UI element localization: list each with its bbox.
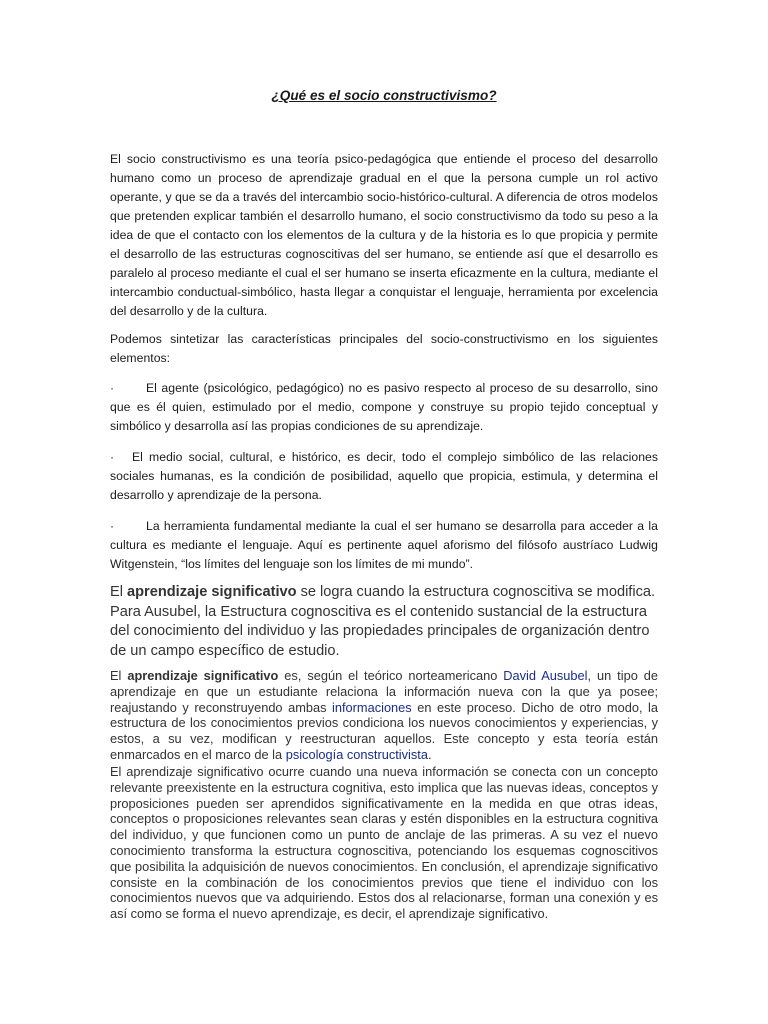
bullet-text: El medio social, cultural, e histórico, es decir, todo el complejo simbólico de las relaciones sociales humanas, es la condición de posibilidad, aquello que propicia, estimula, y determina el desarrollo y aprendizaje de la persona. (110, 450, 658, 502)
paragraph-part: , un tipo de aprendizaje en que un estudiante relaciona la información nueva con la que ya posee; reajustando y reconstruyendo ambas (110, 668, 659, 715)
bullet-item-agente (110, 379, 658, 436)
bullet-text: La herramienta fundamental mediante la cual el ser humano se desarrolla para acceder a la cultura es mediante el lenguaje. Aquí es pertinente aquel aforismo del filósofo austríaco Ludwig Witgenstein, “los límites del lenguaje son los límites de mi mundo”. (110, 519, 658, 571)
document-title: ¿Qué es el socio constructivismo? (271, 88, 497, 103)
paragraph-lead: El (110, 584, 128, 600)
bullet-item-lenguaje (110, 517, 658, 574)
summary-paragraph: Podemos sintetizar las características principales del socio-constructivismo en los siguientes elementos: (110, 332, 658, 365)
term-bold: aprendizaje significativo (127, 584, 297, 600)
link-informaciones[interactable]: informaciones (332, 699, 412, 715)
bullet-text: El agente (psicológico, pedagógico) no es pasivo respecto al proceso de su desarrollo, sino que es él quien, estimulado por el medio, compone y construye su propio tejido conceptual y simbólico y desarrolla así las propias condiciones de su aprendizaje. (110, 381, 658, 433)
term-bold: aprendizaje significativo (127, 668, 279, 683)
paragraph-part: es, según el teórico norteamericano (278, 668, 504, 683)
link-david-ausubel[interactable]: David Ausubel (503, 668, 588, 683)
bullet-marker: · (110, 519, 115, 533)
ausubel-paragraph (110, 668, 658, 763)
paragraph-part: en este proceso. Dicho de otro modo, la estructura de los conocimientos previos condiciona los nuevos conocimientos y experiencias, y estos, a su vez, modifican y reestructuran aquellos. Este concepto y esta teoría están enmarcados en el marco de la (110, 699, 658, 762)
paragraph-lead: El (110, 668, 128, 683)
link-psicologia-constructivista[interactable]: psicología constructivista (285, 746, 428, 762)
bullet-item-medio (110, 448, 658, 505)
bullet-marker: · (110, 381, 115, 395)
ocurre-paragraph: El aprendizaje significativo ocurre cuando una nueva información se conecta con un concepto relevante preexistente en la estructura cognitiva, esto implica que las nuevas ideas, conceptos y proposiciones pueden ser aprendidos significativamente en la medida en que otras ideas, conceptos o proposiciones relevantes sean claras y estén disponibles en la estructura cognitiva del individuo, y que funcionen como un punto de anclaje de las primeras. A su vez el nuevo conocimiento transforma la estructura cognoscitiva, potenciando los esquemas cognoscitivos que posibilita la adquisición de nuevos conocimientos. En conclusión, el aprendizaje significativo consiste en la combinación de los conocimientos previos que tiene el individuo con los conocimientos nuevos que va adquiriendo. Estos dos al relacionarse, forman una conexión y es así como se forma el nuevo aprendizaje, es decir, el aprendizaje significativo. (110, 764, 658, 922)
bullet-marker: · (110, 450, 115, 464)
significativo-large-paragraph (110, 583, 660, 661)
paragraph-rest: se logra cuando la estructura cognoscitiva se modifica. Para Ausubel, la Estructura cognoscitiva es el contenido sustancial de la estructura del conocimiento del individuo y las propiedades principales de organización dentro de un campo específico de estudio. (110, 584, 656, 659)
intro-paragraph: El socio constructivismo es una teoría psico-pedagógica que entiende el proceso del desarrollo humano como un proceso de aprendizaje gradual en el que la persona cumple un rol activo operante, y que se da a través del intercambio socio-histórico-cultural. A diferencia de otros modelos que pretenden explicar también el desarrollo humano, el socio constructivismo da todo su peso a la idea de que el contacto con los elementos de la cultura y de la historia es lo que propicia y permite el desarrollo de las estructuras cognoscitivas del ser humano, se entiende así que el desarrollo es paralelo al proceso mediante el cual el ser humano se inserta eficazmente en la cultura, mediante el intercambio conductual-simbólico, hasta llegar a conquistar el lenguaje, herramienta por excelencia del desarrollo y de la cultura. (110, 152, 658, 318)
paragraph-part: . (427, 746, 432, 762)
